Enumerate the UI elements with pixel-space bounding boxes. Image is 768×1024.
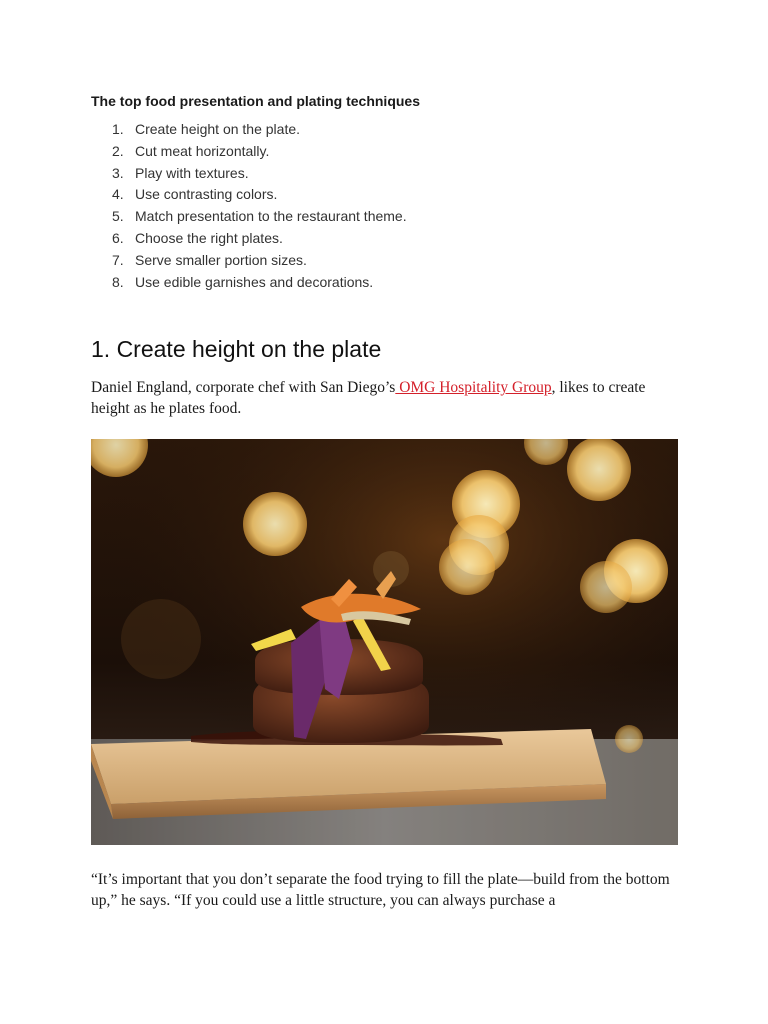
list-item: 8. Use edible garnishes and decorations. [112, 273, 374, 290]
list-item: 4. Use contrasting colors. [112, 186, 278, 203]
plated-food-photo [91, 439, 678, 845]
omg-hospitality-link[interactable]: OMG Hospitality Group [395, 379, 552, 396]
techniques-list-heading: The top food presentation and plating techniques [91, 93, 420, 109]
list-item: 5. Match presentation to the restaurant theme. [112, 208, 407, 225]
section-heading: 1. Create height on the plate [91, 336, 382, 362]
list-item: 1. Create height on the plate. [112, 121, 301, 137]
list-item: 6. Choose the right plates. [112, 229, 283, 246]
list-item: 3. Play with textures. [112, 164, 249, 181]
quote-paragraph: “It’s important that you don’t separate the food trying to fill the plate—build from the bottom up,” he says. “If you could use a little structure, you can always purchase a [91, 871, 670, 909]
techniques-list [112, 119, 407, 293]
list-item: 2. Cut meat horizontally. [112, 142, 270, 159]
list-item: 7. Serve smaller portion sizes. [112, 251, 307, 268]
intro-paragraph: Daniel England, corporate chef with San Diego’s OMG Hospitality Group, likes to create height as he plates food. [91, 379, 646, 417]
